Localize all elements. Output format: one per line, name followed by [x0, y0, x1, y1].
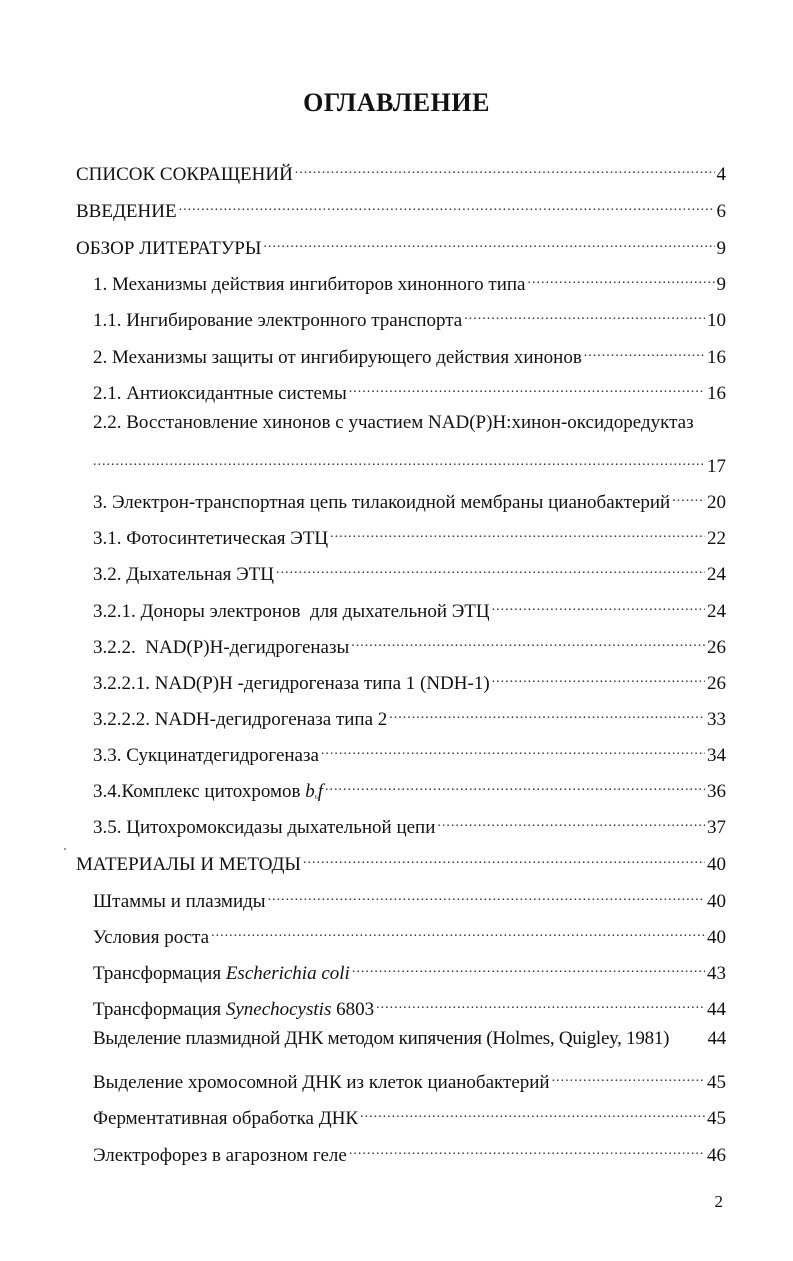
- toc-entry[interactable]: [93, 629, 726, 660]
- toc-entry[interactable]: [93, 665, 726, 696]
- toc-entry-page: 26: [707, 637, 726, 658]
- toc-entry-label: 3.2.2.1. NAD(P)H -дегидрогеназа типа 1 (NDH-1): [93, 673, 490, 694]
- page-number: 2: [714, 1192, 723, 1211]
- toc-entry[interactable]: [93, 484, 726, 515]
- dot-leader: [211, 919, 705, 943]
- toc-entry-page: 9: [716, 238, 726, 259]
- toc-entry[interactable]: [76, 230, 726, 261]
- toc-entry-page: 24: [707, 564, 726, 585]
- toc-entry[interactable]: [93, 302, 726, 333]
- toc-entry-label: Выделение хромосомной ДНК из клеток цианобактерий: [93, 1072, 550, 1093]
- dot-leader: [263, 230, 714, 254]
- toc-entry[interactable]: [93, 919, 726, 950]
- dot-leader: [360, 1100, 705, 1124]
- toc-entry-label: 1. Механизмы действия ингибиторов хинонного типа: [93, 274, 526, 295]
- toc-entry[interactable]: [93, 375, 726, 406]
- toc-entry-page: 16: [707, 383, 726, 404]
- toc-entry-page: 20: [707, 492, 726, 513]
- toc-entry-page: 4: [716, 164, 726, 185]
- dot-leader: [437, 809, 705, 833]
- toc-entry[interactable]: [76, 156, 726, 187]
- dot-leader: [552, 1064, 705, 1088]
- toc-entry[interactable]: [93, 339, 726, 370]
- toc-entry-label: 3. Электрон-транспортная цепь тилакоидной мембраны цианобактерий: [93, 492, 671, 513]
- toc-entry[interactable]: [93, 520, 726, 551]
- dot-leader: [295, 156, 715, 180]
- toc-entry-label: 3.2.2.2. NADH-дегидрогеназа типа 2: [93, 709, 388, 730]
- toc-entry[interactable]: [93, 266, 726, 297]
- scan-speck: [64, 848, 66, 850]
- toc-entry-page: 40: [707, 854, 726, 875]
- dot-leader: [93, 448, 705, 472]
- dot-leader: [303, 846, 705, 870]
- dot-leader: [527, 266, 714, 290]
- toc-entry-page: 22: [707, 528, 726, 549]
- toc-entry-label: Трансформация Synechocystis 6803: [93, 999, 375, 1020]
- toc-entry-page: 44: [707, 1028, 726, 1049]
- toc-entry-label[interactable]: 2.2. Восстановление хинонов с участием NAD(P)H:хинон-оксидоредуктаз: [93, 412, 694, 433]
- toc-entry-label: 3.2.1. Доноры электронов для дыхательной ЭТЦ: [93, 601, 490, 622]
- toc-entry[interactable]: [93, 737, 726, 768]
- toc-entry[interactable]: [93, 556, 726, 587]
- toc-entry[interactable]: [93, 883, 726, 914]
- toc-entry-label: 2.1. Антиоксидантные системы: [93, 383, 347, 404]
- toc-entry-label: 3.4.Комплекс цитохромов $b_6f$: [93, 781, 323, 802]
- toc-entry[interactable]: [76, 846, 726, 877]
- toc-entry-label: ВВЕДЕНИЕ: [76, 201, 177, 222]
- page-title: ОГЛАВЛЕНИЕ: [303, 88, 490, 117]
- toc-entry[interactable]: [93, 448, 726, 479]
- toc-entry-label: 3.1. Фотосинтетическая ЭТЦ: [93, 528, 329, 549]
- toc-entry-label: Трансформация Escherichia coli: [93, 963, 350, 984]
- toc-entry[interactable]: [93, 1064, 726, 1095]
- dot-leader: [584, 339, 705, 363]
- dot-leader: [268, 883, 705, 907]
- toc-entry-page: 9: [716, 274, 726, 295]
- toc-entry-page: 40: [707, 891, 726, 912]
- toc-entry-label: 1.1. Ингибирование электронного транспорта: [93, 310, 463, 331]
- dot-leader: [351, 629, 705, 653]
- toc-entry-page: 24: [707, 601, 726, 622]
- dot-leader: [376, 991, 705, 1015]
- dot-leader: [492, 665, 705, 689]
- toc-entry-page: 33: [707, 709, 726, 730]
- toc-entry[interactable]: [93, 701, 726, 732]
- toc-entry-label: Штаммы и плазмиды: [93, 891, 266, 912]
- toc-entry-label: ОБЗОР ЛИТЕРАТУРЫ: [76, 238, 262, 259]
- dot-leader: [325, 773, 705, 797]
- toc-entry[interactable]: [93, 773, 726, 810]
- toc-entry-page: 6: [716, 201, 726, 222]
- toc-entry-label: СПИСОК СОКРАЩЕНИЙ: [76, 164, 293, 185]
- toc-entry[interactable]: [93, 991, 726, 1022]
- dot-leader: [349, 375, 705, 399]
- toc-entry-label: 2. Механизмы защиты от ингибирующего действия хинонов: [93, 347, 582, 368]
- dot-leader: [389, 701, 705, 725]
- dot-leader: [179, 193, 715, 217]
- toc-entry-page: 26: [707, 673, 726, 694]
- toc-entry-label: Ферментативная обработка ДНК: [93, 1108, 359, 1129]
- dot-leader: [352, 955, 705, 979]
- toc-entry-page: 34: [707, 745, 726, 766]
- toc-entry[interactable]: [93, 593, 726, 624]
- toc-entry[interactable]: [93, 1100, 726, 1131]
- toc-entry-page: 45: [707, 1108, 726, 1129]
- toc-entry-label: 3.3. Сукцинатдегидрогеназа: [93, 745, 319, 766]
- toc-entry-label: Электрофорез в агарозном геле: [93, 1145, 347, 1166]
- dot-leader: [492, 593, 705, 617]
- toc-entry-page: 36: [707, 781, 726, 802]
- dot-leader: [330, 520, 705, 544]
- toc-entry-label: 3.5. Цитохромоксидазы дыхательной цепи: [93, 817, 436, 838]
- dot-leader: [672, 484, 705, 508]
- toc-entry-page: 43: [707, 963, 726, 984]
- dot-leader: [276, 556, 705, 580]
- toc-entry-label: 3.2.2. NAD(P)H-дегидрогеназы: [93, 637, 350, 658]
- toc-entry-page: 45: [707, 1072, 726, 1093]
- toc-entry[interactable]: [93, 1137, 726, 1168]
- dot-leader: [464, 302, 705, 326]
- toc-entry[interactable]: [93, 1027, 726, 1051]
- dot-leader: [349, 1137, 705, 1161]
- toc-entry-page: 17: [707, 456, 726, 477]
- toc-entry-label: Условия роста: [93, 927, 210, 948]
- toc-entry-page: 46: [707, 1145, 726, 1166]
- toc-entry-page: 16: [707, 347, 726, 368]
- toc-entry-page: 10: [707, 310, 726, 331]
- toc-entry[interactable]: [76, 193, 726, 224]
- toc-entry-page: 37: [707, 817, 726, 838]
- toc-entry-label: МАТЕРИАЛЫ И МЕТОДЫ: [76, 854, 302, 875]
- toc-entry-label: Выделение плазмидной ДНК методом кипячения (Holmes, Quigley, 1981): [93, 1028, 670, 1049]
- toc-entry-page: 44: [707, 999, 726, 1020]
- toc-entry-label: 3.2. Дыхательная ЭТЦ: [93, 564, 275, 585]
- toc-entry[interactable]: [93, 809, 726, 840]
- dot-leader: [321, 737, 705, 761]
- toc-entry-page: 40: [707, 927, 726, 948]
- toc-entry[interactable]: [93, 955, 726, 986]
